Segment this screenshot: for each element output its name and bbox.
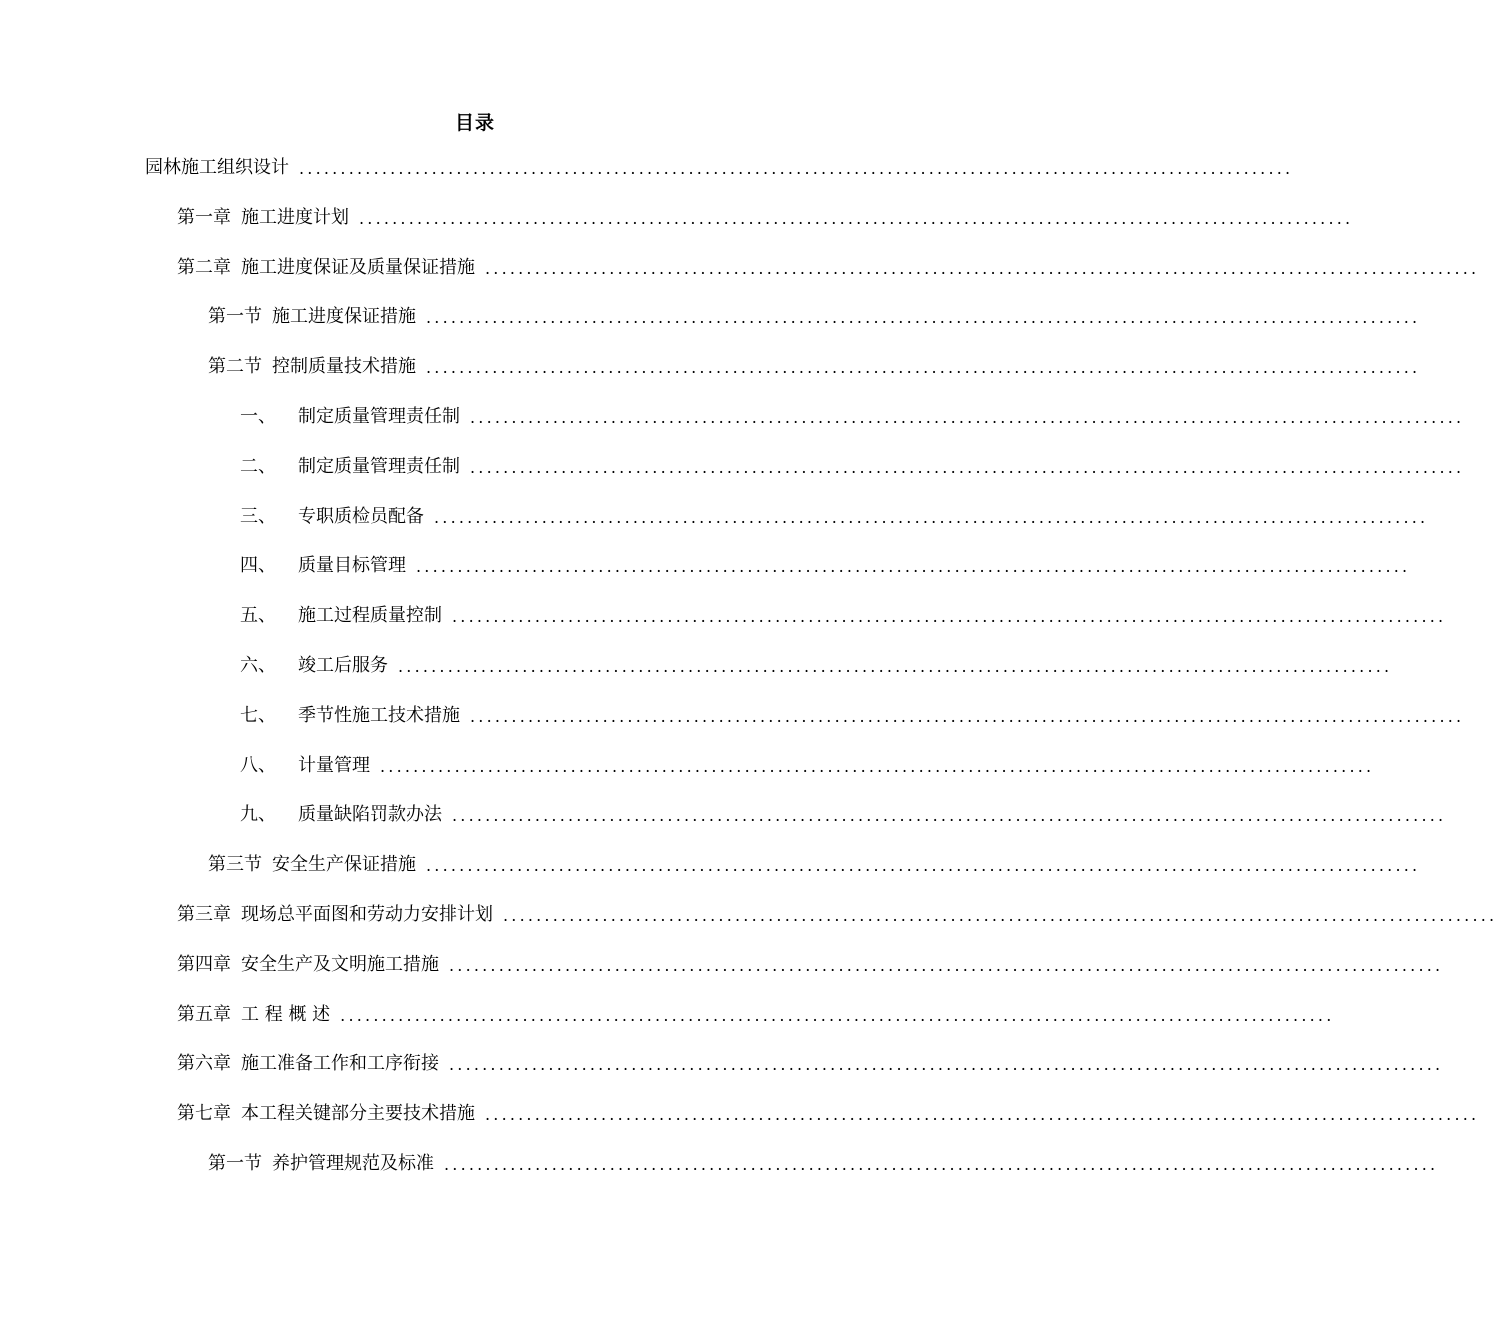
toc-entry-text: 园林施工组织设计 xyxy=(145,157,289,178)
toc-dot-leader: ........................................................................................................................ xyxy=(470,408,1465,427)
toc-entry-number: 七、 xyxy=(240,704,276,726)
toc-entry-text: 专职质检员配备 xyxy=(298,505,424,527)
toc-entry-text: 计量管理 xyxy=(298,754,370,776)
toc-entry-label xyxy=(240,803,452,827)
toc-entry-text: 本工程关键部分主要技术措施 xyxy=(241,1103,475,1125)
toc-entry[interactable] xyxy=(240,648,1393,678)
toc-entry[interactable] xyxy=(240,598,1447,628)
toc-entry[interactable] xyxy=(177,250,1480,280)
toc-entry-number: 六、 xyxy=(240,655,276,676)
toc-dot-leader: ........................................................................................................................ xyxy=(452,806,1447,826)
toc-entry-number: 第六章 xyxy=(177,1053,231,1075)
toc-entry[interactable] xyxy=(208,299,1421,329)
toc-entry-number: 第一章 xyxy=(177,206,231,228)
toc-entry-number: 三、 xyxy=(240,505,276,527)
toc-dot-leader: ........................................................................................................................ xyxy=(398,657,1393,676)
toc-entry-number: 第一节 xyxy=(208,306,262,328)
toc-entry-label xyxy=(177,953,449,977)
toc-title: 目录 xyxy=(454,112,495,134)
toc-entry[interactable] xyxy=(240,698,1465,728)
toc-entry[interactable] xyxy=(145,150,1294,180)
toc-dot-leader: ........................................................................................................................ xyxy=(416,557,1411,577)
toc-dot-leader: ........................................................................................................................ xyxy=(449,1055,1444,1075)
toc-entry-text: 质量缺陷罚款办法 xyxy=(298,804,442,826)
toc-entry[interactable] xyxy=(208,1146,1439,1176)
toc-dot-leader: ........................................................................................................................ xyxy=(470,457,1465,477)
toc-entry-label xyxy=(240,654,398,678)
toc-entry-label xyxy=(177,1003,340,1027)
toc-entry-number: 二、 xyxy=(240,455,276,477)
toc-entry-label xyxy=(208,1152,444,1176)
toc-entry[interactable] xyxy=(177,1096,1480,1126)
toc-entry-label xyxy=(240,604,452,628)
toc-entry[interactable] xyxy=(177,947,1444,977)
toc-entry-label xyxy=(177,903,503,927)
toc-entry-text: 竣工后服务 xyxy=(298,655,388,676)
toc-entry-label xyxy=(240,505,434,529)
toc-entry-text: 现场总平面图和劳动力安排计划 xyxy=(241,904,493,925)
toc-entry-label xyxy=(240,554,416,578)
toc-dot-leader: ........................................................................................................................ xyxy=(434,507,1429,527)
toc-dot-leader: ........................................................................................................................ xyxy=(426,856,1421,876)
toc-entry-text: 控制质量技术措施 xyxy=(272,356,416,378)
toc-dot-leader: ........................................................................................................................ xyxy=(485,1105,1480,1125)
toc-entry-label xyxy=(177,256,485,280)
toc-dot-leader: ........................................................................................................................ xyxy=(503,906,1497,925)
toc-entry-number: 四、 xyxy=(240,555,276,577)
toc-entry[interactable] xyxy=(208,847,1421,877)
toc-dot-leader: ........................................................................................................................ xyxy=(380,756,1375,776)
toc-entry[interactable] xyxy=(208,349,1421,379)
toc-entry-text: 施工准备工作和工序衔接 xyxy=(241,1053,439,1075)
toc-entry-text: 安全生产及文明施工措施 xyxy=(241,953,439,975)
toc-entry[interactable] xyxy=(177,200,1354,230)
toc-entry-number: 九、 xyxy=(240,804,276,826)
toc-entry-number: 第四章 xyxy=(177,953,231,975)
toc-entry[interactable] xyxy=(240,748,1375,778)
toc-entry[interactable] xyxy=(240,449,1465,479)
toc-entry-text: 施工过程质量控制 xyxy=(298,605,442,627)
toc-dot-leader: ........................................................................................................................ xyxy=(470,706,1465,726)
toc-dot-leader: ........................................................................................................................ xyxy=(444,1155,1439,1174)
toc-entry[interactable] xyxy=(177,997,1335,1027)
toc-entry-text: 制定质量管理责任制 xyxy=(298,406,460,427)
toc-dot-leader: ........................................................................................................................ xyxy=(452,607,1447,627)
toc-dot-leader: ........................................................................................................................ xyxy=(426,308,1421,328)
toc-entry[interactable] xyxy=(240,399,1465,429)
toc-entry-text: 施工进度保证及质量保证措施 xyxy=(241,256,475,278)
toc-entry-label xyxy=(177,206,359,230)
toc-entry-text: 季节性施工技术措施 xyxy=(298,704,460,726)
toc-entry-text: 安全生产保证措施 xyxy=(272,854,416,876)
toc-dot-leader: ........................................................................................................................ xyxy=(449,955,1444,975)
toc-entry-label xyxy=(240,754,380,778)
toc-entry-number: 一、 xyxy=(240,406,276,427)
toc-dot-leader: ........................................................................................................................ xyxy=(359,208,1354,228)
toc-entry-text: 施工进度计划 xyxy=(241,206,349,228)
toc-entry-label xyxy=(145,156,299,180)
toc-entry-number: 第七章 xyxy=(177,1103,231,1125)
toc-entry[interactable] xyxy=(240,797,1447,827)
toc-entry-text: 施工进度保证措施 xyxy=(272,306,416,328)
toc-entry-label xyxy=(177,1052,449,1076)
toc-entry-label xyxy=(208,853,426,877)
toc-entry-number: 第三章 xyxy=(177,904,231,925)
toc-entry-label xyxy=(208,355,426,379)
toc-entry-label xyxy=(208,305,426,329)
toc-entry-number: 第三节 xyxy=(208,854,262,876)
toc-entry-text: 制定质量管理责任制 xyxy=(298,455,460,477)
toc-entry-number: 第一节 xyxy=(208,1153,262,1174)
toc-entry[interactable] xyxy=(240,499,1429,529)
toc-dot-leader: ........................................................................................................................ xyxy=(426,358,1421,378)
toc-entry-number: 第二节 xyxy=(208,356,262,378)
toc-entry-number: 五、 xyxy=(240,605,276,627)
toc-entry-label xyxy=(240,455,470,479)
toc-entry-number: 八、 xyxy=(240,754,276,776)
toc-entry[interactable] xyxy=(177,1046,1444,1076)
toc-entry-label xyxy=(177,1102,485,1126)
toc-entry-text: 养护管理规范及标准 xyxy=(272,1153,434,1174)
toc-entry-label xyxy=(240,405,470,429)
toc-entry-text: 质量目标管理 xyxy=(298,555,406,577)
toc-entry-text: 工 程 概 述 xyxy=(241,1003,331,1025)
toc-entry-number: 第五章 xyxy=(177,1003,231,1025)
toc-entry[interactable] xyxy=(240,548,1411,578)
toc-entry[interactable] xyxy=(177,897,1497,927)
toc-dot-leader: ........................................................................................................................ xyxy=(299,159,1294,178)
toc-entry-label xyxy=(240,704,470,728)
toc-dot-leader: ........................................................................................................................ xyxy=(485,258,1480,278)
toc-entry-number: 第二章 xyxy=(177,256,231,278)
toc-dot-leader: ........................................................................................................................ xyxy=(340,1005,1335,1025)
